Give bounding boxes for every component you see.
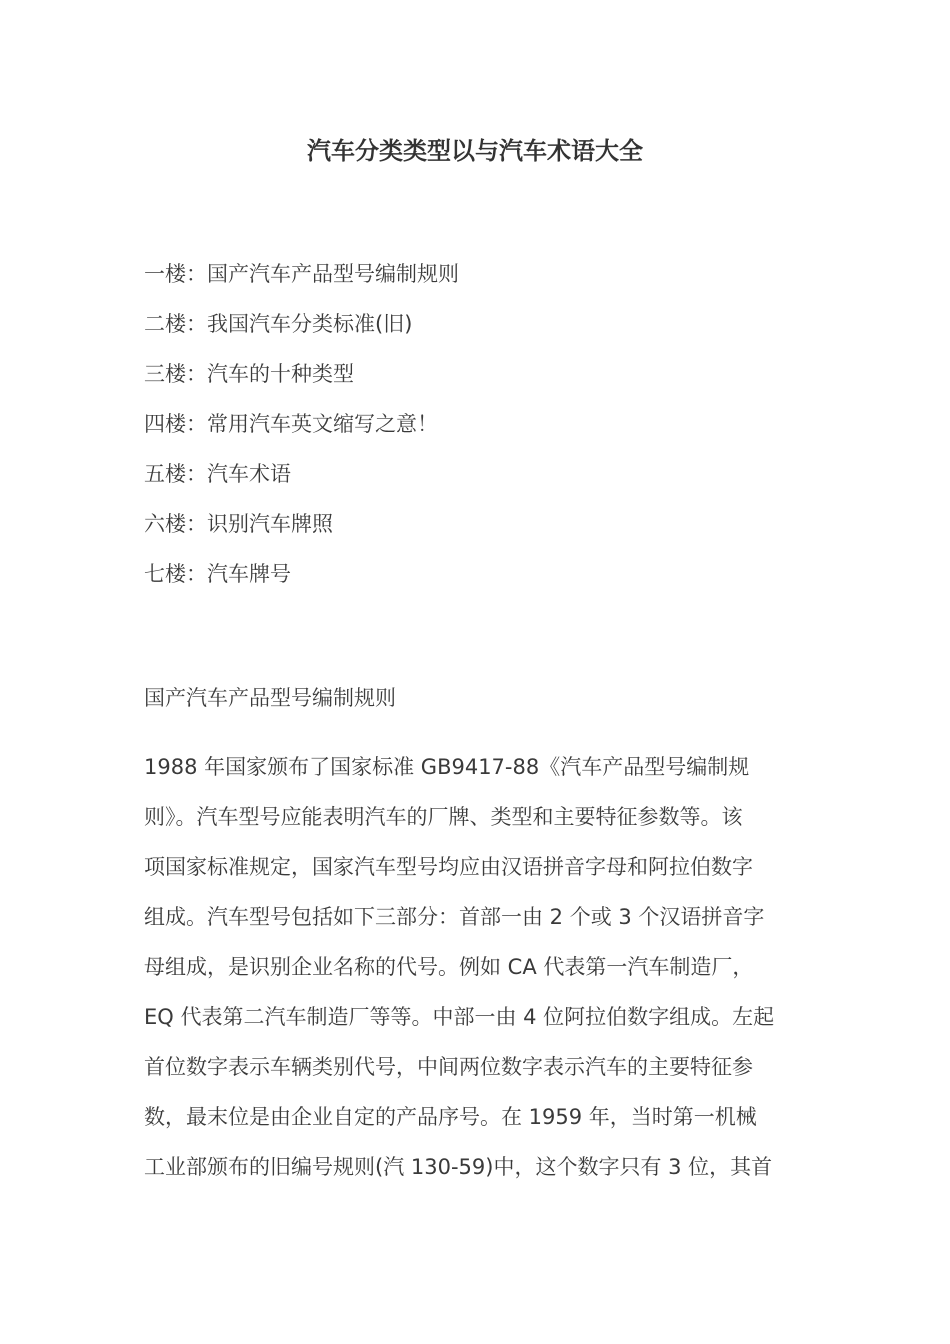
toc-item: 一楼：国产汽车产品型号编制规则 xyxy=(144,262,459,286)
toc-item: 五楼：汽车术语 xyxy=(144,462,291,486)
document-title: 汽车分类类型以与汽车术语大全 xyxy=(307,137,643,165)
table-of-contents xyxy=(144,257,824,607)
body-line: 则》。汽车型号应能表明汽车的厂牌、类型和主要特征参数等。该 xyxy=(144,805,743,829)
body-paragraph xyxy=(144,742,844,1192)
body-line: 母组成，是识别企业名称的代号。例如 CA 代表第一汽车制造厂， xyxy=(144,955,754,979)
toc-item: 二楼：我国汽车分类标准(旧) xyxy=(144,312,413,336)
body-line: 项国家标准规定，国家汽车型号均应由汉语拼音字母和阿拉伯数字 xyxy=(144,855,753,879)
toc-item: 三楼：汽车的十种类型 xyxy=(144,362,354,386)
toc-item: 四楼：常用汽车英文缩写之意！ xyxy=(144,412,438,436)
section-heading: 国产汽车产品型号编制规则 xyxy=(144,686,396,710)
toc-item: 六楼：识别汽车牌照 xyxy=(144,512,333,536)
body-line: 1988 年国家颁布了国家标准 GB9417-88《汽车产品型号编制规 xyxy=(144,755,750,779)
body-line: 工业部颁布的旧编号规则(汽 130-59)中，这个数字只有 3 位，其首 xyxy=(144,1155,773,1179)
body-line: 首位数字表示车辆类别代号，中间两位数字表示汽车的主要特征参 xyxy=(144,1055,753,1079)
body-line: 组成。汽车型号包括如下三部分：首部一由 2 个或 3 个汉语拼音字 xyxy=(144,905,765,929)
toc-item: 七楼：汽车牌号 xyxy=(144,562,291,586)
body-line: 数，最末位是由企业自定的产品序号。在 1959 年，当时第一机械 xyxy=(144,1105,757,1129)
body-line: EQ 代表第二汽车制造厂等等。中部一由 4 位阿拉伯数字组成。左起 xyxy=(144,1005,775,1029)
